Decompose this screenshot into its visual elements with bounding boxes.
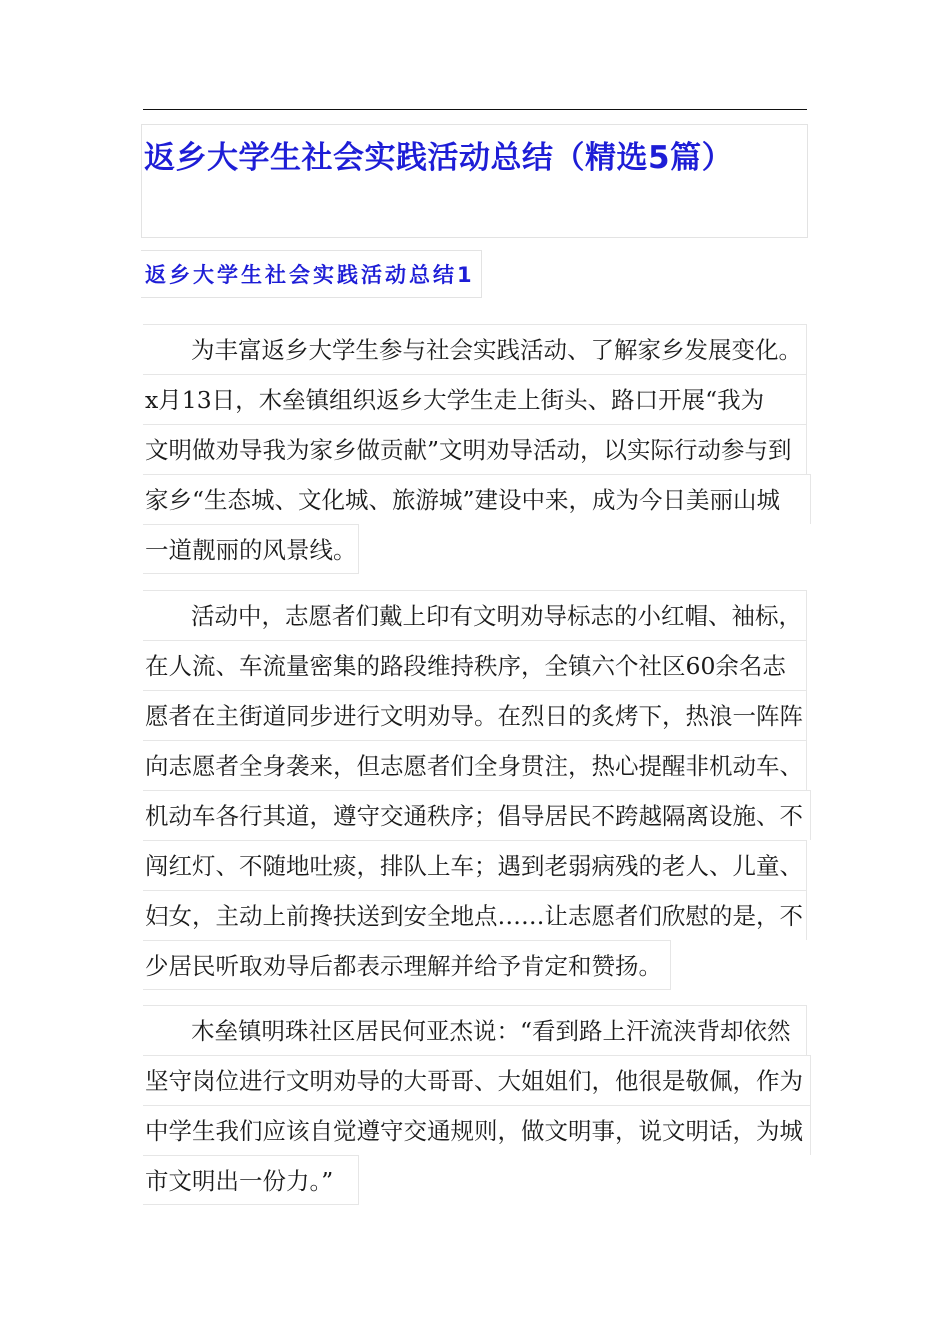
paragraph-line: 市文明出一份力。” (143, 1155, 359, 1205)
paragraph-line: 机动车各行其道，遵守交通秩序；倡导居民不跨越隔离设施、不 (143, 790, 811, 840)
paragraph-line: 中学生我们应该自觉遵守交通规则，做文明事，说文明话，为城 (143, 1105, 811, 1155)
paragraph-line: 木垒镇明珠社区居民何亚杰说：“看到路上汗流浃背却依然 (143, 1005, 807, 1055)
paragraph-line: 妇女，主动上前搀扶送到安全地点……让志愿者们欣慰的是，不 (143, 890, 807, 940)
paragraph-line: 为丰富返乡大学生参与社会实践活动、了解家乡发展变化。 (143, 324, 807, 374)
paragraph-line: 少居民听取劝导后都表示理解并给予肯定和赞扬。 (143, 940, 671, 990)
paragraph-3 (143, 1005, 811, 1205)
paragraph-line: 愿者在主街道同步进行文明劝导。在烈日的炙烤下，热浪一阵阵 (143, 690, 807, 740)
section-heading: 返乡大学生社会实践活动总结1 (141, 250, 482, 298)
paragraph-line: 闯红灯、不随地吐痰，排队上车；遇到老弱病残的老人、儿童、 (143, 840, 807, 890)
header-rule (143, 109, 807, 110)
paragraph-line: 家乡“生态城、文化城、旅游城”建设中来，成为今日美丽山城 (143, 474, 811, 524)
paragraph-line: 活动中，志愿者们戴上印有文明劝导标志的小红帽、袖标， (143, 590, 807, 640)
paragraph-1 (143, 324, 811, 574)
document-title: 返乡大学生社会实践活动总结（精选5篇） (144, 140, 734, 176)
paragraph-line: 向志愿者全身袭来，但志愿者们全身贯注，热心提醒非机动车、 (143, 740, 807, 790)
paragraph-line: 坚守岗位进行文明劝导的大哥哥、大姐姐们，他很是敬佩，作为 (143, 1055, 811, 1105)
paragraph-2 (143, 590, 811, 990)
paragraph-line: 文明做劝导我为家乡做贡献”文明劝导活动，以实际行动参与到 (143, 424, 807, 474)
paragraph-line: x月13日，木垒镇组织返乡大学生走上街头、路口开展“我为 (143, 374, 807, 424)
paragraph-line: 在人流、车流量密集的路段维持秩序，全镇六个社区60余名志 (143, 640, 807, 690)
paragraph-line: 一道靓丽的风景线。 (143, 524, 359, 574)
